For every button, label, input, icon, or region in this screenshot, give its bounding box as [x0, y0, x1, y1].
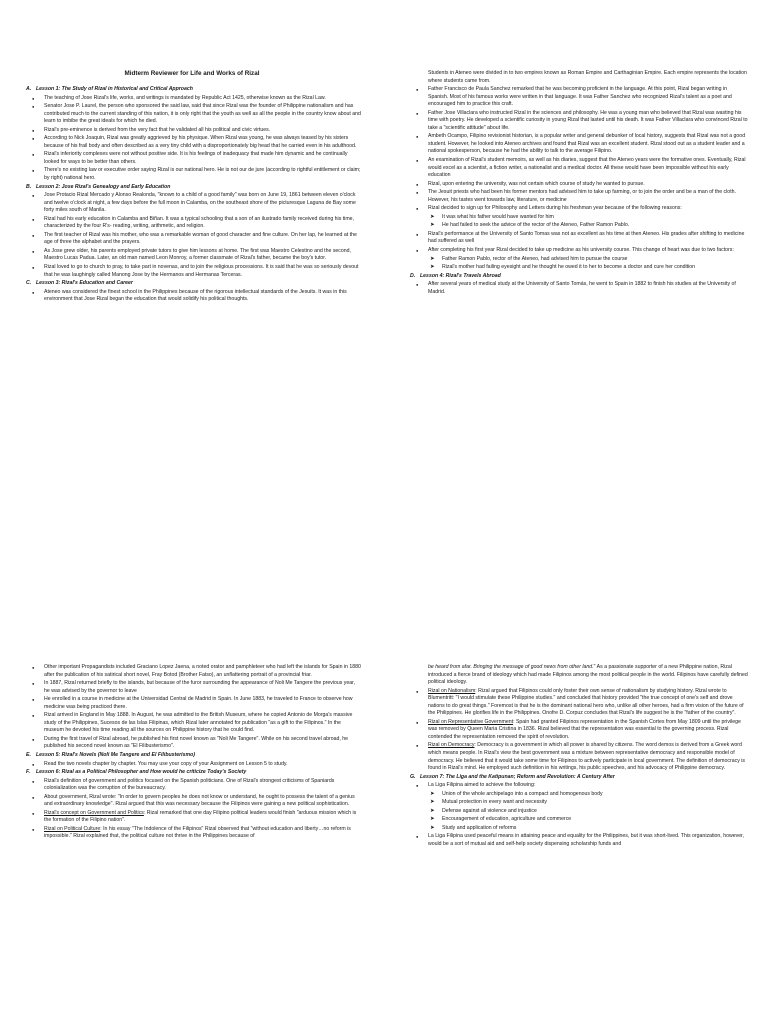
item-text: : Democracy is a government in which all power is shared by citizens. The word demos is derived from a Greek word which means people. In Rizal's view the best government was a mixture between representative democracy and responsible model of democracy. He believed that it would take some time for Filipinos to actively participate in local government. The definition of democracy is found in Rizal's mind. He employed such definition in his writings, his public speeches, and his advocacy of Philippine democracy. [428, 742, 745, 772]
item-text: About government, Rizal wrote: "In order to govern peoples he does not know or understand, he ought to possess the talent of a genius and extraordinary knowledge". Rizal argued that this was necessary because the Filipinos were gaining a new political sophistication. [44, 793, 355, 808]
arrow-sub-item [408, 791, 748, 799]
bullet-item [24, 95, 362, 103]
bullet-item [408, 189, 748, 204]
item-text: Rizal loved to go to church to pray, to take part in novenas, and to join the religious processions. It is said that he was so seriously devout that he was laughingly called Manong Jose by the Hermanos and Hermanas Terceras. [44, 264, 359, 278]
bullet-item [24, 736, 362, 751]
bullet-item [408, 782, 748, 790]
item-text: : Spain had granted Filipinos representation in the Spanish Cortes from May 1809 until the privilege was removed by Queen Maria Cristina in 1836. Rizal believed that the representation was essential to the governing process. Rizal contended the representation removed the spirit of revolution. [428, 718, 741, 740]
bullet-item [408, 281, 748, 296]
item-text: Study and application of reforms [442, 824, 517, 831]
bullet-item [24, 289, 362, 304]
section-heading [408, 774, 748, 782]
bullet-item [24, 103, 362, 126]
arrow-sub-item [408, 214, 748, 222]
item-text: He enrolled in a course in medicine at the Universidad Central de Madrid in Spain. In June 1883, he traveled to France to observe how medicine was being practiced there. [44, 696, 353, 710]
item-text: Other important Propagandists included Graciano Lopez Jaena, a noted orator and pamphleteer who had left the islands for Spain in 1880 after the publication of his satirical short novel, Fray Botod (Brother Fatso), an unflattering portrait of a provincial friar. [44, 664, 361, 678]
page2-right-text [408, 664, 748, 850]
section-title: Lesson 5: Rizal's Novels (Noli Me Tangere and El Filibusterismo) [36, 752, 196, 759]
document-page-2 [0, 512, 768, 1024]
bullet-item [408, 742, 748, 772]
bullet-item [408, 133, 748, 156]
item-text: Rizal's definition of government and politics focused on the Spanish politicians. One of Rizal's strongest criticisms of Spaniards colonialization was the corruption of the bureaucracy. [44, 777, 335, 792]
arrow-list [408, 214, 748, 230]
item-text: Encouragement of education, agriculture and commerce [442, 816, 572, 823]
item-text: Ateneo was considered the finest school in the Philippines because of the rigorous intellectual standards of the Jesuits. It was in this environment that Jose Rizal began the education that would solidify his political thoughts. [44, 288, 347, 303]
page1-left-column [24, 0, 362, 512]
bullet-list [408, 86, 748, 213]
section-letter: C. [26, 280, 32, 287]
arrow-sub-item [408, 808, 748, 816]
item-text: Father Francisco de Paula Sanchez remarked that he was becoming proficient in the language. At this point, Rizal began writing in Spanish. Most of his famous works were written in that language. It was Father Sanchez who recognized Rizal's talent as a poet and encouraged him to practice this craft. [428, 86, 732, 108]
bullet-item [24, 127, 362, 135]
bullet-list [408, 688, 748, 773]
bullet-item [408, 157, 748, 180]
item-text: After several years of medical study at the University of Santo Tomás, he went to Spain in 1882 to finish his studies at the University of Madrid. [428, 281, 736, 295]
item-text: Rizal decided to sign up for Philosophy and Letters during his freshman year because of the following reasons: [428, 205, 682, 212]
paragraph [408, 70, 748, 85]
arrow-sub-item [408, 816, 748, 824]
bullet-list [24, 192, 362, 279]
bullet-list [24, 761, 362, 769]
section-heading [24, 280, 362, 288]
bullet-item [24, 264, 362, 279]
item-text: Rizal's mother had failing eyesight and he thought he owed it to her to become a doctor and cure her condition [442, 264, 696, 271]
item-text: Rizal's inferiority complexes were not without positive side. It is his feelings of inadequacy that made him dynamic and he continually looked for ways to be better than others. [44, 151, 348, 165]
item-text: : Rizal argued that Filipinos could only foster their own sense of nationalism by studying history. Rizal wrote to Blumentritt: "I would stimulate these Philippine studies." and concluded that history provided "the true concept of one's self and drove nations to do great things." Foremost is that he is the dominant national hero who, unlike all other heroes, had a firm vision of the future of the Philippines. He glorifies life in the Philippines. Onofre D. Corpuz concludes that Rizal's life suggest he is the "father of the country". [428, 687, 744, 717]
bullet-item [408, 247, 748, 255]
bullet-item [24, 712, 362, 735]
item-text: In 1887, Rizal returned briefly to the islands, but because of the furor surrounding the appearance of Noli Me Tangere the previous year, he was advised by the governor to leave [44, 680, 356, 694]
bullet-item [24, 794, 362, 809]
item-text: According to Nick Joaquin, Rizal was greatly aggrieved by his physique. When Rizal was young, he was always teased by his sisters because of his frail body and often described as a very tiny child with a disproportionately big head that he carried even in his adulthood. [44, 135, 357, 149]
section-letter: F. [26, 769, 31, 776]
bullet-item [408, 86, 748, 109]
paragraph-text: " As a passionate supporter of a new Philippine nation, Rizal introduced a fierce brand of ideology which had made Filipinos among the most political people in the world. Filipinos have carefully defined political ideology. [428, 664, 748, 686]
italic-text: be heard from afar. Bringing the message of good news from other land. [428, 664, 594, 670]
bullet-list [24, 778, 362, 841]
item-text: Father Jose Villaclara who instructed Rizal in the sciences and philosophy. He was a young man who believed that Rizal was wasting his time with poetry. He developed a scientific curiosity in young Rizal that lasted until his death. It was Father Villaclara who convinced Rizal to take a "scientific attitude" about life. [428, 109, 748, 131]
section-letter: A. [26, 86, 32, 92]
bullet-item [408, 231, 748, 246]
bullet-item [408, 110, 748, 133]
bullet-list [408, 281, 748, 296]
paragraph [408, 664, 748, 687]
bullet-list [24, 664, 362, 751]
page2-right-column [408, 512, 748, 1024]
section-heading [24, 86, 362, 94]
bullet-list [24, 95, 362, 183]
bullet-item [408, 205, 748, 213]
section-heading [24, 752, 362, 760]
page1-left-text [24, 86, 362, 305]
bullet-item [408, 719, 748, 742]
underlined-topic: Rizal on Political Culture [44, 825, 101, 832]
item-text: It was what his father would have wanted for him [442, 213, 554, 220]
item-text: Senator Jose P. Laurel, the person who sponsored the said law, said that since Rizal was the founder of Philippine nationalism and has contributed much to the current standing of this nation, it is only right that the youth as well as all the people in the country know about and learn to imbibe the great ideals for which he died. [44, 103, 361, 125]
bullet-item [24, 810, 362, 825]
item-text: He had failed to seek the advice of the rector of the Ateneo, Father Ramon Pablo. [442, 222, 630, 229]
bullet-item [408, 688, 748, 718]
bullet-item [408, 181, 748, 189]
item-text: Defense against all violence and injustice [442, 807, 537, 814]
item-text: Jose Protacio Rizal Mercado y Alonso Realonda, "known to a child of a good family" was born on June 19, 1861 between eleven o'clock and twelve o'clock at night, a few days before the full moon in Calamba, on the southeast shore of the picturesque Laguna de Bay some forty miles south of Manila. [44, 192, 356, 214]
item-text: Rizal, upon entering the university, was not certain which course of study he wanted to pursue. [428, 180, 645, 187]
section-letter: B. [26, 183, 32, 190]
item-text: Read the two novels chapter by chapter. You may use your copy of your Assignment on Lesson 5 to study. [44, 760, 288, 767]
bullet-item [24, 761, 362, 769]
item-text: : Rizal remarked that one day Filipino political leaders would finish "arduous mission which is the formation of the Filipino nation". [44, 809, 357, 824]
underlined-topic: Rizal on Representative Government [428, 718, 514, 725]
section-title: Lesson 3: Rizal's Education and Career [36, 280, 133, 287]
bullet-item [24, 232, 362, 247]
item-text: The Jesuit priests who had been his former mentors had advised him to take up farming, or to join the order and be a man of the cloth. However, his tastes went towards law, literature, or medicine [428, 189, 736, 203]
bullet-item [24, 680, 362, 695]
bullet-item [24, 696, 362, 711]
item-text: Ambeth Ocampo, Filipino revisionist historian, is a popular writer and general debunker of local history, suggests that Rizal was not a good student. However, he looked into Ateneo archives and found that Rizal was an excellent student. Rizal stood out as a student leader and a national spokesperson, because he had the ability to talk to the average Filipino. [428, 133, 746, 155]
item-text: The teaching of Jose Rizal's life, works, and writings is mandated by Republic Act 1425, otherwise known as the Rizal Law. [44, 94, 326, 101]
section-title: Lesson 6: Rizal as a Political Philosopher and How would he criticize Today's Society [36, 769, 247, 776]
arrow-sub-item [408, 799, 748, 807]
section-title: Lesson 1: The Study of Rizal in Historical and Critical Approach [36, 86, 193, 92]
bullet-item [24, 664, 362, 679]
item-text: As Jose grew older, his parents employed private tutors to give him lessons at home. The first was Maestro Celestino and the second, Maestro Lucas Padua. Later, an old man named Leon Monroy, a former classmate of Rizal's father, became the boy's tutor. [44, 247, 351, 262]
item-text: La Liga Filipina used peaceful means in attaining peace and equality for the Philippines, but it was short-lived. This organization, however, would be a sort of mutual aid and self-help society dispensing scholarship funds and [428, 833, 744, 848]
bullet-item [24, 167, 362, 182]
bullet-list [408, 833, 748, 848]
section-letter: D. [410, 272, 416, 279]
item-text: Rizal had his early education in Calamba and Biñan. It was a typical schooling that a son of an ilustrado family received during his time, characterized by the four R's- reading, writing, arithmetic, and religion. [44, 215, 354, 230]
section-title: Lesson 7: The Liga and the Katipunan; Reform and Revolution: A Century After [420, 773, 615, 780]
bullet-list [408, 782, 748, 790]
item-text: Rizal's pre-eminence is derived from the very fact that he validated all his political and civic virtues. [44, 126, 271, 133]
arrow-sub-item [408, 222, 748, 230]
bullet-item [408, 833, 748, 848]
section-letter: E. [26, 752, 31, 759]
underlined-topic: Rizal on Nationalism [428, 687, 476, 694]
item-text: There's no existing law or executive order saying Rizal is our national hero. He is not our de jure (according to rightful entitlement or claim; by right) national hero. [44, 167, 361, 182]
bullet-item [24, 216, 362, 231]
arrow-sub-item [408, 264, 748, 272]
item-text: The first teacher of Rizal was his mother, who was a remarkable woman of good character and fine culture. On her lap, he learned at the age of three the alphabet and the prayers. [44, 231, 357, 246]
item-text: La Liga Filipina aimed to achieve the following: [428, 782, 536, 789]
item-text: An examination of Rizal's student memoirs, as well as his diaries, suggest that the Ateneo years were the formative ones. Eventually, Rizal would excel as a scientist, a fiction writer, a nationalist and a medical doctor. All these would have been impossible without his early education [428, 157, 746, 179]
bullet-item [24, 135, 362, 150]
bullet-item [24, 826, 362, 841]
item-text: Father Ramon Pablo, rector of the Ateneo, had advised him to pursue the course [442, 255, 628, 262]
page2-left-text [24, 664, 362, 842]
underlined-topic: Rizal's concept on Government and Politics [44, 809, 144, 816]
arrow-list [408, 791, 748, 833]
document-title: Midterm Reviewer for Life and Works of Rizal [124, 70, 260, 77]
arrow-sub-item [408, 256, 748, 264]
bullet-item [24, 151, 362, 166]
item-text: : In his essay "The Indolence of the Filipinos" Rizal observed that "without education and liberty…no reform is impossible." Rizal explained that, the political culture not thrive in the Philippines because of [44, 825, 351, 840]
section-title: Lesson 2: Jose Rizal's Genealogy and Early Education [36, 183, 171, 190]
bullet-list [408, 231, 748, 255]
bullet-item [24, 192, 362, 215]
item-text: During the first travel of Rizal abroad, he published his first novel known as "Noli Me Tangere". While on his second travel abroad, he published his second novel known as "El Filibusterismo". [44, 735, 349, 750]
section-heading [24, 184, 362, 192]
item-text: Mutual protection in every want and necessity [442, 799, 547, 806]
section-letter: G. [410, 773, 416, 780]
bullet-item [24, 248, 362, 263]
page1-right-column [408, 0, 748, 512]
arrow-sub-item [408, 825, 748, 833]
section-heading [24, 769, 362, 777]
paragraph-text: Students in Ateneo were divided in to two empires known as Roman Empire and Carthaginian Empire. Each empire represents the location where students came from. [428, 70, 747, 84]
page2-left-column [24, 512, 362, 1024]
section-title: Lesson 4: Rizal's Travels Abroad [420, 272, 501, 279]
item-text: Rizal's performance at the University of Santo Tomas was not as excellent as his time at then Ateneo. His grades after shifting to medicine had suffered as well [428, 230, 745, 245]
item-text: After completing his first year Rizal decided to take up medicine as his university course. This change of heart was due to two factors: [428, 247, 734, 254]
section-heading [408, 273, 748, 281]
underlined-topic: Rizal on Democracy [428, 742, 475, 749]
item-text: Union of the whole archipelago into a compact and homogenous body [442, 790, 603, 797]
bullet-item [24, 778, 362, 793]
arrow-list [408, 256, 748, 272]
page1-right-text [408, 70, 748, 297]
bullet-list [24, 289, 362, 304]
item-text: Rizal arrived in England in May 1888. In August, he was admitted to the British Museum, where he copied Antonio de Morga's massive study of the Philippines, Sucesos de las Islas Filipinas, which Rizal later annotated for publication "as a gift to the Filipinos." In the museum he devoted his time reading all the sources on Philippine history that he could find. [44, 712, 353, 734]
